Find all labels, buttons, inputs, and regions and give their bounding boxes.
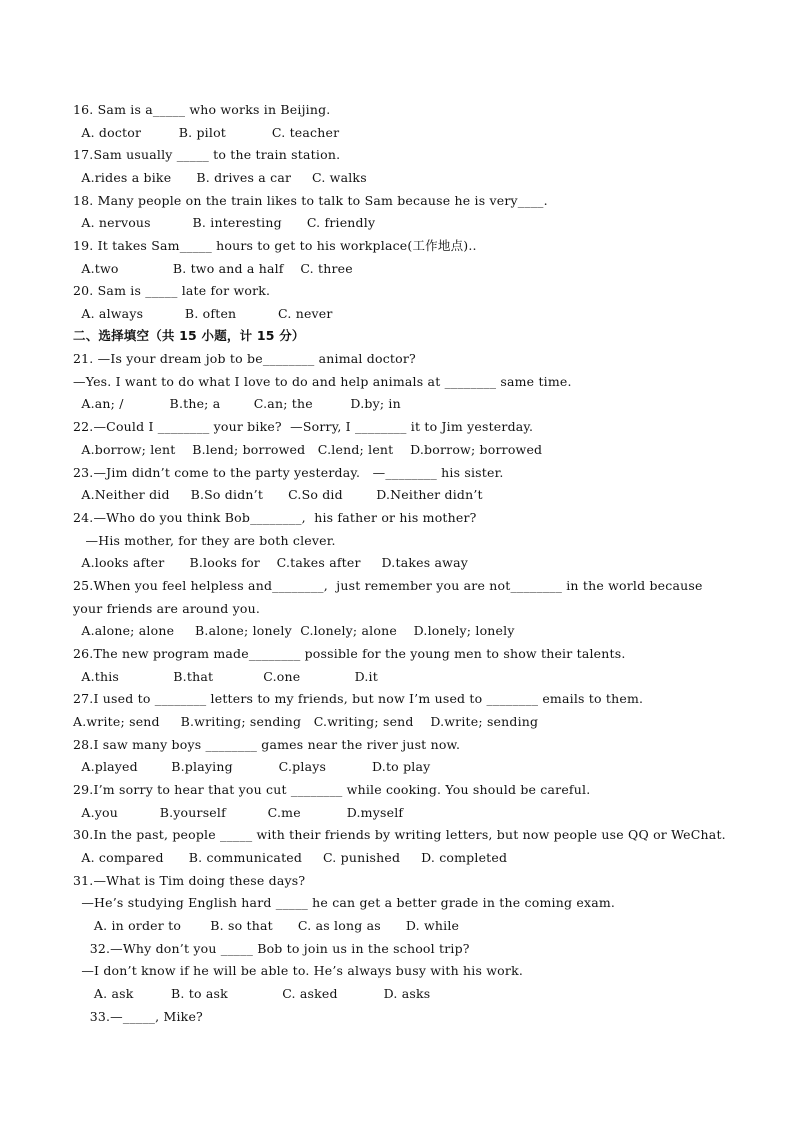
question-33: 33.—_____, Mike? [73, 1009, 203, 1024]
question-22: 22.—Could I ________ your bike? —Sorry, I ________ it to Jim yesterday. [73, 419, 534, 434]
options-27: A.write; send B.writing; sending C.writing; send D.write; sending [73, 714, 539, 729]
question-23: 23.—Jim didn’t come to the party yesterday. —________ his sister. [73, 465, 504, 480]
question-24: 24.—Who do you think Bob________, his father or his mother? [73, 510, 477, 525]
section-heading: 二、选择填空（共 15 小题，计 15 分） [73, 328, 305, 343]
question-27: 27.I used to ________ letters to my friends, but now I’m used to ________ emails to them. [73, 691, 644, 706]
question-28: 28.I saw many boys ________ games near the river just now. [73, 737, 461, 752]
options-24: A.looks after B.looks for C.takes after D.takes away [73, 555, 468, 570]
question-31-reply: —He’s studying English hard _____ he can get a better grade in the coming exam. [73, 895, 616, 910]
question-30: 30.In the past, people _____ with their friends by writing letters, but now people use QQ or WeChat. [73, 827, 726, 842]
question-20: 20. Sam is _____ late for work. [73, 283, 271, 298]
options-29: A.you B.yourself C.me D.myself [73, 805, 404, 820]
question-19: 19. It takes Sam_____ hours to get to his workplace(工作地点).. [73, 238, 477, 253]
options-17: A.rides a bike B. drives a car C. walks [73, 170, 367, 185]
options-30: A. compared B. communicated C. punished D. completed [73, 850, 508, 865]
options-19: A.two B. two and a half C. three [73, 261, 353, 276]
options-20: A. always B. often C. never [73, 306, 333, 321]
question-26: 26.The new program made________ possible for the young men to show their talents. [73, 646, 626, 661]
question-21-reply: —Yes. I want to do what I love to do and help animals at ________ same time. [73, 374, 572, 389]
options-18: A. nervous B. interesting C. friendly [73, 215, 376, 230]
question-25: 25.When you feel helpless and________, just remember you are not________ in the world because [73, 578, 703, 593]
options-16: A. doctor B. pilot C. teacher [73, 125, 340, 140]
options-23: A.Neither did B.So didn’t C.So did D.Neither didn’t [73, 487, 483, 502]
question-31: 31.—What is Tim doing these days? [73, 873, 306, 888]
question-25-cont: your friends are around you. [73, 601, 261, 616]
question-32-reply: —I don’t know if he will be able to. He’s always busy with his work. [73, 963, 524, 978]
question-29: 29.I’m sorry to hear that you cut ________ while cooking. You should be careful. [73, 782, 591, 797]
question-21: 21. —Is your dream job to be________ animal doctor? [73, 351, 416, 366]
options-31: A. in order to B. so that C. as long as D. while [73, 918, 460, 933]
question-24-reply: —His mother, for they are both clever. [73, 533, 336, 548]
options-21: A.an; / B.the; a C.an; the D.by; in [73, 396, 401, 411]
options-32: A. ask B. to ask C. asked D. asks [73, 986, 431, 1001]
options-28: A.played B.playing C.plays D.to play [73, 759, 431, 774]
options-22: A.borrow; lent B.lend; borrowed C.lend; lent D.borrow; borrowed [73, 442, 543, 457]
options-26: A.this B.that C.one D.it [73, 669, 378, 684]
options-25: A.alone; alone B.alone; lonely C.lonely; alone D.lonely; lonely [73, 623, 515, 638]
question-32: 32.—Why don’t you _____ Bob to join us in the school trip? [73, 941, 470, 956]
question-17: 17.Sam usually _____ to the train station. [73, 147, 341, 162]
question-16: 16. Sam is a_____ who works in Beijing. [73, 102, 331, 117]
question-18: 18. Many people on the train likes to talk to Sam because he is very____. [73, 193, 548, 208]
